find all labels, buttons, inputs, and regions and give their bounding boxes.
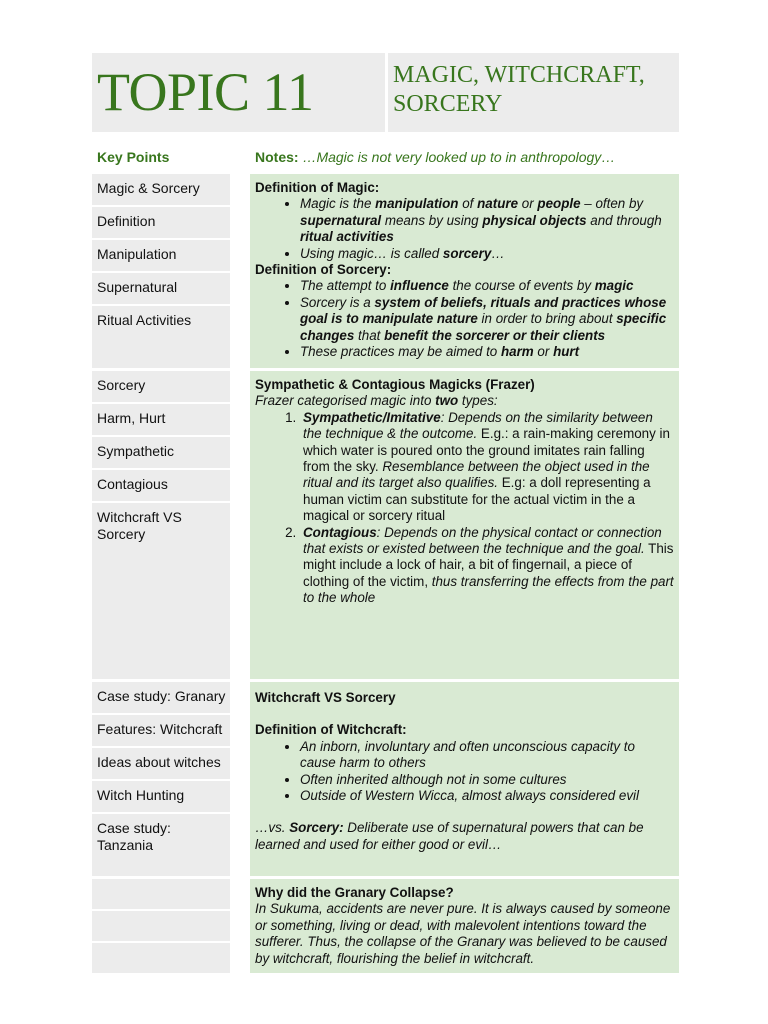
key-point-label: Contagious	[97, 476, 168, 492]
key-point-cell	[92, 273, 230, 304]
list-item: • Outside of Western Wicca, almost always considered evil	[300, 788, 674, 804]
key-point-label: Ritual Activities	[97, 312, 192, 328]
key-point-cell	[92, 814, 230, 876]
subtitle-line-2: SORCERY	[393, 91, 503, 117]
page-header	[92, 53, 679, 132]
key-point-cell	[92, 174, 230, 205]
magic-definition-heading: Definition of Magic:	[255, 180, 380, 195]
frazer-types-list	[255, 410, 674, 607]
key-point-label: Sympathetic	[97, 443, 175, 459]
list-item: • Magic is the manipulation of nature or people – often by supernatural means by using physical objects and through ritual activities	[300, 196, 674, 245]
key-points-heading: Key Points	[97, 149, 170, 165]
topic-title: TOPIC 11	[97, 62, 314, 122]
notes-frazer-magicks	[250, 371, 679, 679]
key-point-label: Ideas about witches	[97, 754, 221, 770]
notes-magic-sorcery	[250, 174, 679, 368]
key-point-cell	[92, 470, 230, 501]
key-point-cell	[92, 682, 230, 713]
granary-text: In Sukuma, accidents are never pure. It is always caused by someone or something, living or dead, with malevolent intentions toward the sufferer. Thus, the collapse of the Granary was believed to be caused by witchcraft, flourishing the belief in witchcraft.	[255, 901, 671, 966]
topic-subtitle-box	[388, 53, 679, 132]
list-item: • The attempt to influence the course of events by magic	[300, 278, 674, 294]
witchcraft-definition-list	[255, 739, 674, 805]
key-point-cell	[92, 207, 230, 238]
key-point-label: Manipulation	[97, 246, 177, 262]
key-point-label: Witchcraft VS Sorcery	[97, 509, 182, 542]
subtitle-line-1: MAGIC, WITCHCRAFT,	[393, 62, 645, 88]
key-point-label: Harm, Hurt	[97, 410, 166, 426]
notes-intro-text: …Magic is not very looked up to in anthropology…	[298, 149, 616, 165]
sorcery-definition-heading: Definition of Sorcery:	[255, 262, 392, 278]
list-item: • Sorcery is a system of beliefs, rituals and practices whose goal is to manipulate nature in order to bring about specific changes that benefit the sorcerer or their clients	[300, 295, 674, 344]
key-point-cell-empty	[92, 943, 230, 973]
key-point-cell	[92, 503, 230, 679]
key-point-cell	[92, 306, 230, 368]
notes-witchcraft-vs-sorcery	[250, 682, 679, 876]
key-point-cell	[92, 404, 230, 435]
key-point-cell-empty	[92, 911, 230, 941]
list-item: • Often inherited although not in some cultures	[300, 772, 674, 788]
notes-granary-collapse	[250, 879, 679, 973]
frazer-heading: Sympathetic & Contagious Magicks (Frazer)	[255, 377, 535, 392]
frazer-intro: Frazer categorised magic into two types:	[255, 393, 498, 409]
key-point-label: Features: Witchcraft	[97, 721, 223, 737]
witchcraft-vs-sorcery-text: …vs. Sorcery: Deliberate use of supernatural powers that can be learned and used for either good or evil…	[255, 820, 644, 852]
witchcraft-definition-heading: Definition of Witchcraft:	[255, 722, 407, 738]
key-point-cell	[92, 371, 230, 402]
magic-definition-list	[255, 196, 674, 262]
topic-subtitle	[393, 61, 645, 119]
key-point-label: Case study: Tanzania	[97, 820, 171, 853]
key-point-cell	[92, 748, 230, 779]
key-point-cell	[92, 781, 230, 812]
list-item: 1. Sympathetic/Imitative: Depends on the similarity between the technique & the outcome. E.g.: a rain-making ceremony in which water is poured onto the ground imitates rain falling from the sky. Resemblance between the object used in the ritual and its target also qualifies. E.g: a doll representing a human victim can substitute for the actual victim in the a magical or sorcery ritual	[300, 410, 674, 525]
key-point-cell	[92, 240, 230, 271]
list-item: • An inborn, involuntary and often unconscious capacity to cause harm to others	[300, 739, 674, 772]
key-point-label: Supernatural	[97, 279, 178, 295]
key-point-label: Case study: Granary	[97, 688, 226, 704]
granary-heading: Why did the Granary Collapse?	[255, 885, 454, 900]
list-item: • Using magic… is called sorcery…	[300, 246, 674, 262]
topic-title-box	[92, 53, 385, 132]
key-point-cell	[92, 715, 230, 746]
list-item: • These practices may be aimed to harm or hurt	[300, 344, 674, 360]
key-point-label: Definition	[97, 213, 156, 229]
notes-label: Notes:	[255, 149, 299, 165]
key-point-label: Magic & Sorcery	[97, 180, 200, 196]
witchcraft-heading: Witchcraft VS Sorcery	[255, 690, 396, 705]
key-point-label: Sorcery	[97, 377, 146, 393]
sorcery-definition-list	[255, 278, 674, 360]
notes-heading	[255, 149, 615, 165]
list-item: 2. Contagious: Depends on the physical contact or connection that exists or existed between the technique and the goal. This might include a lock of hair, a bit of fingernail, a piece of clothing of the victim, thus transferring the effects from the part to the whole	[300, 525, 674, 607]
key-point-label: Witch Hunting	[97, 787, 185, 803]
key-point-cell	[92, 437, 230, 468]
key-point-cell-empty	[92, 879, 230, 909]
